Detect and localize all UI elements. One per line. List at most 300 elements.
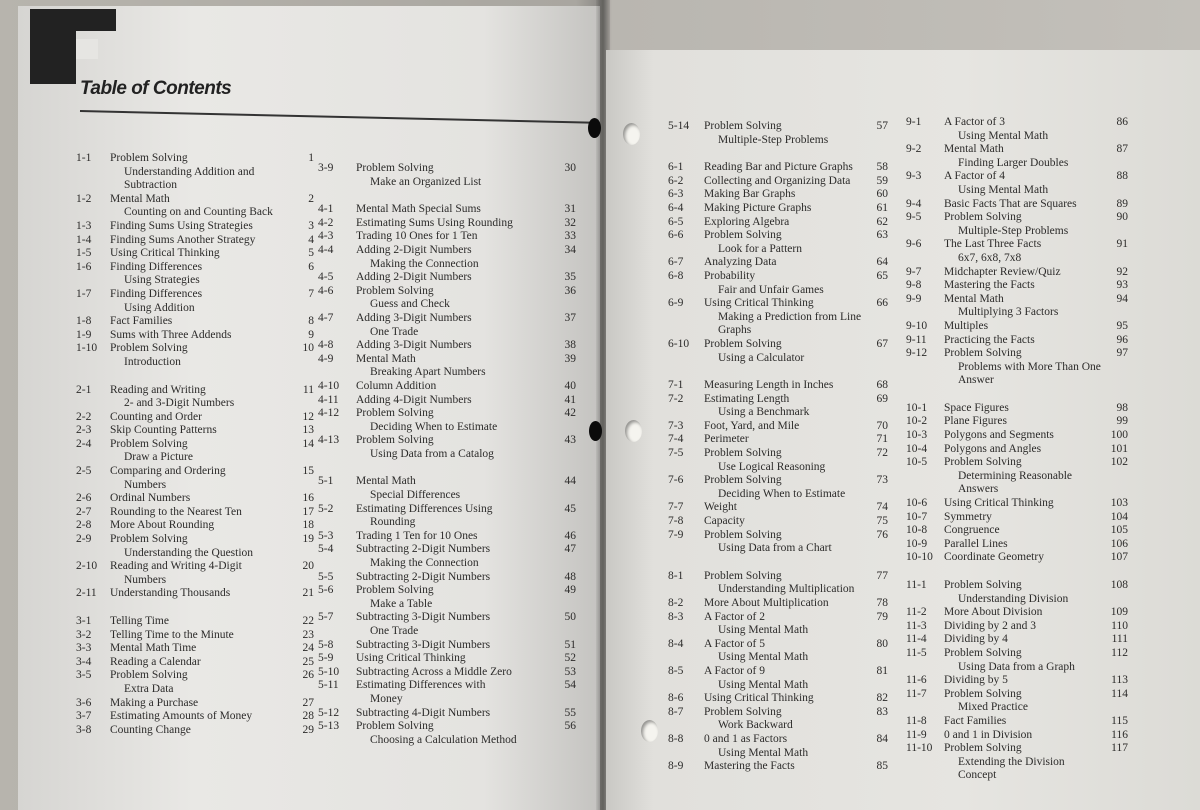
lesson-subtitle: Answer	[958, 374, 994, 387]
lesson-number: 10-9	[906, 537, 928, 550]
lesson-subtitle: Using Mental Math	[718, 651, 809, 664]
page-number: 28	[302, 710, 314, 723]
lesson-title: Coordinate Geometry	[944, 551, 1044, 564]
page-number: 26	[302, 669, 314, 682]
toc-entry	[906, 606, 1128, 620]
lesson-subtitle: Work Backward	[718, 719, 793, 732]
lesson-title: Problem Solving	[944, 211, 1022, 224]
lesson-number: 4-3	[318, 230, 334, 243]
lesson-title: Adding 2-Digit Numbers	[356, 271, 472, 284]
lesson-subtitle: Using Mental Math	[718, 624, 809, 637]
lesson-title: Problem Solving	[944, 579, 1022, 591]
lesson-title: Making Bar Graphs	[704, 188, 796, 201]
page-number: 46	[564, 529, 576, 542]
lesson-title: Mastering the Facts	[944, 279, 1035, 292]
page-number: 29	[302, 723, 314, 736]
lesson-title: Problem Solving	[944, 456, 1022, 469]
lesson-number: 7-7	[668, 501, 684, 514]
lesson-number: 9-10	[906, 319, 928, 332]
lesson-subtitle: Extending the Division Concept	[958, 755, 1065, 782]
lesson-title: Polygons and Angles	[944, 442, 1042, 455]
page-number: 36	[564, 284, 576, 297]
lesson-title: Dividing by 4	[944, 633, 1008, 646]
toc-entry	[76, 424, 314, 438]
page-number: 48	[564, 570, 576, 583]
page-number: 87	[1116, 143, 1128, 156]
lesson-title: Subtracting 4-Digit Numbers	[356, 706, 491, 719]
lesson-number: 10-1	[906, 401, 928, 414]
lesson-title: Problem Solving	[110, 152, 188, 164]
lesson-number: 9-8	[906, 279, 922, 292]
lesson-number: 5-1	[318, 475, 334, 488]
lesson-subtitle: Making the Connection	[370, 257, 479, 270]
lesson-subtitle: Problems with More Than One	[958, 360, 1101, 373]
lesson-number: 7-1	[668, 379, 684, 392]
lesson-title: A Factor of 2	[704, 610, 766, 623]
page-number: 38	[564, 339, 576, 352]
lesson-number: 1-2	[76, 192, 92, 205]
toc-entry	[318, 407, 576, 434]
lesson-number: 4-5	[318, 271, 334, 284]
lesson-number: 2-2	[76, 410, 92, 423]
lesson-title: Space Figures	[944, 401, 1009, 414]
lesson-subtitle: Choosing a Calculation Method	[370, 733, 517, 746]
lesson-title: Problem Solving	[356, 162, 434, 174]
lesson-subtitle: Numbers	[124, 478, 167, 491]
page-number: 112	[1111, 646, 1128, 659]
page-number: 113	[1111, 674, 1128, 687]
lesson-title: Problem Solving	[704, 337, 782, 350]
page-number: 24	[302, 642, 314, 655]
page-number: 2	[308, 192, 314, 205]
toc-entry	[318, 707, 576, 721]
toc-entry	[318, 652, 576, 666]
toc-entry	[76, 629, 314, 643]
lesson-subtitle: Using Data from a Chart	[718, 542, 832, 555]
lesson-title: Problem Solving	[356, 434, 434, 447]
lesson-title: Using Critical Thinking	[704, 692, 814, 705]
lesson-title: Mental Math Time	[110, 642, 197, 655]
page-number: 110	[1111, 619, 1128, 632]
page-number: 59	[876, 174, 888, 187]
page-number: 44	[564, 475, 576, 488]
toc-entry	[668, 161, 888, 175]
lesson-title: Problem Solving	[704, 528, 782, 541]
lesson-number: 9-5	[906, 211, 922, 224]
toc-entry	[668, 338, 888, 365]
lesson-title: Adding 3-Digit Numbers	[356, 339, 472, 352]
page-number: 99	[1116, 415, 1128, 428]
lesson-number: 3-9	[318, 162, 334, 174]
lesson-title: Collecting and Organizing Data	[704, 174, 851, 187]
page-number: 76	[876, 528, 888, 541]
lesson-number: 2-7	[76, 505, 92, 518]
toc-entry	[906, 620, 1128, 634]
page-number: 8	[308, 315, 314, 328]
page-number: 22	[302, 615, 314, 627]
lesson-number: 11-10	[906, 742, 933, 755]
page-title: Table of Contents	[80, 78, 232, 99]
lesson-title: Column Addition	[356, 379, 437, 392]
lesson-subtitle: Making a Prediction from Line	[718, 310, 862, 323]
lesson-title: The Last Three Facts	[944, 238, 1042, 251]
lesson-subtitle: Make an Organized List	[370, 175, 482, 188]
lesson-number: 7-5	[668, 447, 684, 460]
lesson-title: Subtracting 2-Digit Numbers	[356, 570, 491, 583]
lesson-number: 4-7	[318, 311, 334, 324]
page-number: 10	[302, 342, 314, 355]
lesson-number: 11-9	[906, 728, 927, 741]
section-gap	[906, 565, 1128, 579]
lesson-title: Adding 2-Digit Numbers	[356, 243, 472, 256]
toc-entry	[318, 720, 576, 747]
toc-entry	[906, 456, 1128, 497]
lesson-title: Reading and Writing 4-Digit	[110, 560, 242, 573]
page-number: 90	[1116, 211, 1128, 224]
lesson-number: 1-8	[76, 315, 92, 328]
lesson-number: 8-7	[668, 705, 684, 718]
lesson-title: Perimeter	[704, 433, 749, 446]
toc-column-1	[76, 152, 314, 737]
toc-entry	[76, 193, 314, 220]
toc-entry	[76, 220, 314, 234]
lesson-title: Understanding Thousands	[110, 587, 231, 600]
binder-hole-mid-right	[625, 420, 642, 442]
page-number: 20	[302, 560, 314, 573]
toc-entry	[906, 429, 1128, 443]
lesson-title: More About Division	[944, 606, 1043, 619]
lesson-number: 3-7	[76, 710, 92, 723]
lesson-number: 4-9	[318, 352, 334, 365]
page-number: 96	[1116, 333, 1128, 346]
toc-entry	[906, 443, 1128, 457]
lesson-number: 7-4	[668, 433, 684, 446]
lesson-number: 5-9	[318, 652, 334, 665]
lesson-number: 10-2	[906, 415, 928, 428]
lesson-title: Practicing the Facts	[944, 333, 1035, 346]
lesson-title: 0 and 1 in Division	[944, 728, 1033, 741]
lesson-title: Dividing by 5	[944, 674, 1008, 687]
lesson-number: 8-3	[668, 610, 684, 623]
lesson-subtitle: Look for a Pattern	[718, 242, 802, 255]
page-number: 108	[1110, 579, 1128, 591]
toc-entry	[318, 353, 576, 380]
page-number: 16	[302, 492, 314, 505]
lesson-title: Subtracting 3-Digit Numbers	[356, 611, 491, 624]
lesson-subtitle: Multiple-Step Problems	[718, 133, 829, 146]
page-number: 19	[302, 533, 314, 546]
page-number: 9	[308, 328, 314, 341]
page-number: 52	[564, 652, 576, 665]
lesson-title: Skip Counting Patterns	[110, 424, 217, 437]
lesson-number: 1-6	[76, 260, 92, 273]
page-number: 49	[564, 584, 576, 597]
lesson-subtitle: Deciding When to Estimate	[718, 487, 846, 500]
lesson-number: 6-6	[668, 229, 684, 242]
lesson-subtitle: Extra Data	[124, 682, 174, 695]
lesson-title: Weight	[704, 501, 737, 514]
toc-entry	[76, 438, 314, 465]
lesson-subtitle: Multiplying 3 Factors	[958, 306, 1059, 319]
lesson-subtitle: Making the Connection	[370, 557, 479, 570]
page-number: 21	[302, 587, 314, 600]
page-number: 68	[876, 379, 888, 392]
page-number: 85	[876, 760, 888, 773]
page-number: 6	[308, 260, 314, 273]
binder-hole-bottom-right	[641, 720, 658, 742]
page-number: 66	[876, 297, 888, 310]
lesson-title: Problem Solving	[356, 407, 434, 420]
page-number: 80	[876, 637, 888, 650]
page-number: 31	[564, 203, 576, 216]
toc-entry	[76, 492, 314, 506]
lesson-title: Plane Figures	[944, 415, 1007, 428]
lesson-number: 2-8	[76, 519, 92, 532]
lesson-title: Subtracting 3-Digit Numbers	[356, 638, 491, 651]
toc-entry	[318, 543, 576, 570]
lesson-number: 10-7	[906, 510, 928, 523]
lesson-subtitle: Subtraction	[124, 179, 178, 192]
lesson-number: 5-8	[318, 638, 334, 651]
toc-entry	[76, 247, 314, 261]
lesson-subtitle: Using Mental Math	[718, 746, 809, 759]
toc-entry	[668, 120, 888, 147]
lesson-number: 4-11	[318, 393, 339, 406]
toc-entry	[318, 475, 576, 502]
toc-entry	[668, 216, 888, 230]
lesson-number: 4-1	[318, 203, 334, 216]
lesson-subtitle: Graphs	[718, 324, 752, 337]
lesson-title: Making a Purchase	[110, 696, 199, 709]
toc-entry	[668, 529, 888, 556]
lesson-number: 1-4	[76, 233, 92, 246]
lesson-number: 11-4	[906, 633, 927, 646]
page-number: 95	[1116, 319, 1128, 332]
title-divider	[80, 110, 590, 123]
lesson-subtitle: Breaking Apart Numbers	[370, 366, 486, 379]
page-number: 83	[876, 705, 888, 718]
toc-entry	[318, 380, 576, 394]
toc-entry	[76, 710, 314, 724]
lesson-title: Rounding to the Nearest Ten	[110, 505, 242, 518]
page-number: 33	[564, 230, 576, 243]
page-number: 5	[308, 247, 314, 260]
page-number: 86	[1116, 116, 1128, 128]
toc-entry	[906, 320, 1128, 334]
section-gap	[318, 461, 576, 475]
section-gap	[668, 365, 888, 379]
binder-hole-top-right	[623, 123, 640, 145]
section-gap	[76, 601, 314, 615]
lesson-number: 1-5	[76, 247, 92, 260]
toc-entry	[76, 465, 314, 492]
lesson-title: Mental Math	[356, 475, 416, 488]
lesson-number: 5-5	[318, 570, 334, 583]
lesson-subtitle: Understanding Addition and	[124, 165, 255, 178]
page-number: 45	[564, 502, 576, 515]
lesson-number: 4-13	[318, 434, 340, 447]
toc-entry	[76, 315, 314, 329]
toc-column-4	[906, 116, 1128, 783]
lesson-number: 3-3	[76, 642, 92, 655]
lesson-number: 11-1	[906, 579, 927, 591]
toc-entry	[906, 742, 1128, 783]
lesson-number: 9-9	[906, 292, 922, 305]
toc-entry	[76, 533, 314, 560]
page-number: 43	[564, 434, 576, 447]
toc-entry	[906, 415, 1128, 429]
toc-entry	[318, 584, 576, 611]
toc-entry	[318, 679, 576, 706]
toc-entry	[318, 530, 576, 544]
page-number: 23	[302, 628, 314, 641]
lesson-title: Midchapter Review/Quiz	[944, 265, 1061, 278]
lesson-title: Estimating Amounts of Money	[110, 710, 253, 723]
lesson-title: Mental Math	[356, 352, 416, 365]
toc-entry	[906, 674, 1128, 688]
lesson-subtitle: 2- and 3-Digit Numbers	[124, 397, 235, 410]
lesson-title: Finding Differences	[110, 260, 203, 273]
page-number: 7	[308, 287, 314, 300]
lesson-number: 1-1	[76, 152, 92, 164]
page-number: 71	[876, 433, 888, 446]
page-number: 30	[564, 162, 576, 174]
toc-entry	[76, 519, 314, 533]
page-number: 100	[1110, 429, 1128, 442]
lesson-title: Problem Solving	[704, 569, 782, 582]
lesson-number: 10-6	[906, 497, 928, 510]
lesson-title: More About Rounding	[110, 519, 215, 532]
lesson-number: 9-11	[906, 333, 927, 346]
toc-entry	[906, 511, 1128, 525]
lesson-number: 2-4	[76, 437, 92, 450]
toc-entry	[76, 642, 314, 656]
page-number: 53	[564, 665, 576, 678]
page-number: 89	[1116, 197, 1128, 210]
toc-entry	[906, 715, 1128, 729]
toc-entry	[906, 347, 1128, 388]
lesson-title: Mental Math Special Sums	[356, 203, 481, 216]
page-number: 17	[302, 505, 314, 518]
lesson-subtitle: Counting on and Counting Back	[124, 206, 273, 219]
page-number: 82	[876, 692, 888, 705]
lesson-number: 10-10	[906, 551, 933, 564]
lesson-number: 6-3	[668, 188, 684, 201]
lesson-number: 2-9	[76, 533, 92, 546]
right-page	[606, 50, 1200, 810]
toc-entry	[906, 579, 1128, 606]
lesson-number: 8-5	[668, 664, 684, 677]
page-number: 61	[876, 201, 888, 214]
toc-entry	[76, 329, 314, 343]
toc-entry	[668, 611, 888, 638]
lesson-title: Mental Math	[944, 292, 1004, 305]
toc-entry	[668, 570, 888, 597]
lesson-number: 11-5	[906, 646, 927, 659]
lesson-subtitle: Answers	[958, 483, 999, 496]
lesson-title: Mastering the Facts	[704, 760, 795, 773]
lesson-number: 7-6	[668, 474, 684, 487]
lesson-title: 0 and 1 as Factors	[704, 732, 788, 745]
page-number: 111	[1111, 633, 1128, 646]
page-number: 47	[564, 543, 576, 556]
page-number: 58	[876, 161, 888, 174]
toc-entry	[906, 524, 1128, 538]
lesson-number: 9-7	[906, 265, 922, 278]
toc-entry	[318, 666, 576, 680]
toc-entry	[906, 633, 1128, 647]
toc-entry	[76, 560, 314, 587]
toc-entry	[906, 538, 1128, 552]
lesson-title: A Factor of 9	[704, 664, 766, 677]
left-page	[18, 6, 600, 810]
lesson-title: Subtracting 2-Digit Numbers	[356, 543, 491, 556]
lesson-number: 7-8	[668, 515, 684, 528]
lesson-number: 8-1	[668, 569, 684, 582]
lesson-title: Congruence	[944, 524, 1000, 537]
toc-entry	[318, 571, 576, 585]
toc-entry	[906, 647, 1128, 674]
page-number: 13	[302, 424, 314, 437]
lesson-number: 10-4	[906, 442, 928, 455]
toc-entry	[668, 501, 888, 515]
lesson-subtitle: Using Mental Math	[958, 129, 1049, 142]
lesson-title: Sums with Three Addends	[110, 328, 232, 341]
page-number: 54	[564, 679, 576, 692]
page-number: 37	[564, 311, 576, 324]
toc-entry	[906, 198, 1128, 212]
lesson-number: 3-4	[76, 655, 92, 668]
toc-entry	[668, 202, 888, 216]
lesson-title: Mental Math	[944, 143, 1004, 156]
lesson-subtitle: Rounding	[370, 516, 416, 529]
page-number: 57	[876, 120, 888, 132]
lesson-number: 8-8	[668, 732, 684, 745]
page-number: 74	[876, 501, 888, 514]
lesson-number: 1-9	[76, 328, 92, 341]
lesson-number: 2-11	[76, 587, 97, 600]
lesson-number: 3-1	[76, 615, 92, 627]
binder-hole-mid-left	[589, 421, 602, 441]
lesson-subtitle: Determining Reasonable	[958, 469, 1073, 482]
page-number: 69	[876, 392, 888, 405]
toc-entry	[668, 175, 888, 189]
toc-entry	[906, 116, 1128, 143]
toc-entry	[668, 188, 888, 202]
lesson-number: 2-6	[76, 492, 92, 505]
lesson-number: 5-4	[318, 543, 334, 556]
lesson-number: 5-10	[318, 665, 340, 678]
toc-entry	[906, 238, 1128, 265]
page-number: 35	[564, 271, 576, 284]
toc-entry	[318, 285, 576, 312]
lesson-subtitle: 6x7, 6x8, 7x8	[958, 251, 1022, 264]
lesson-subtitle: Using Addition	[124, 301, 195, 314]
page-number: 3	[308, 219, 314, 232]
toc-entry	[668, 229, 888, 256]
page-number: 81	[876, 664, 888, 677]
section-gap	[76, 370, 314, 384]
page-number: 70	[876, 419, 888, 432]
toc-entry	[906, 402, 1128, 416]
lesson-title: A Factor of 4	[944, 170, 1006, 183]
lesson-title: Capacity	[704, 515, 745, 528]
page-number: 27	[302, 696, 314, 709]
toc-entry	[668, 393, 888, 420]
toc-entry	[668, 433, 888, 447]
lesson-subtitle: Guess and Check	[370, 298, 450, 311]
lesson-number: 2-5	[76, 465, 92, 478]
